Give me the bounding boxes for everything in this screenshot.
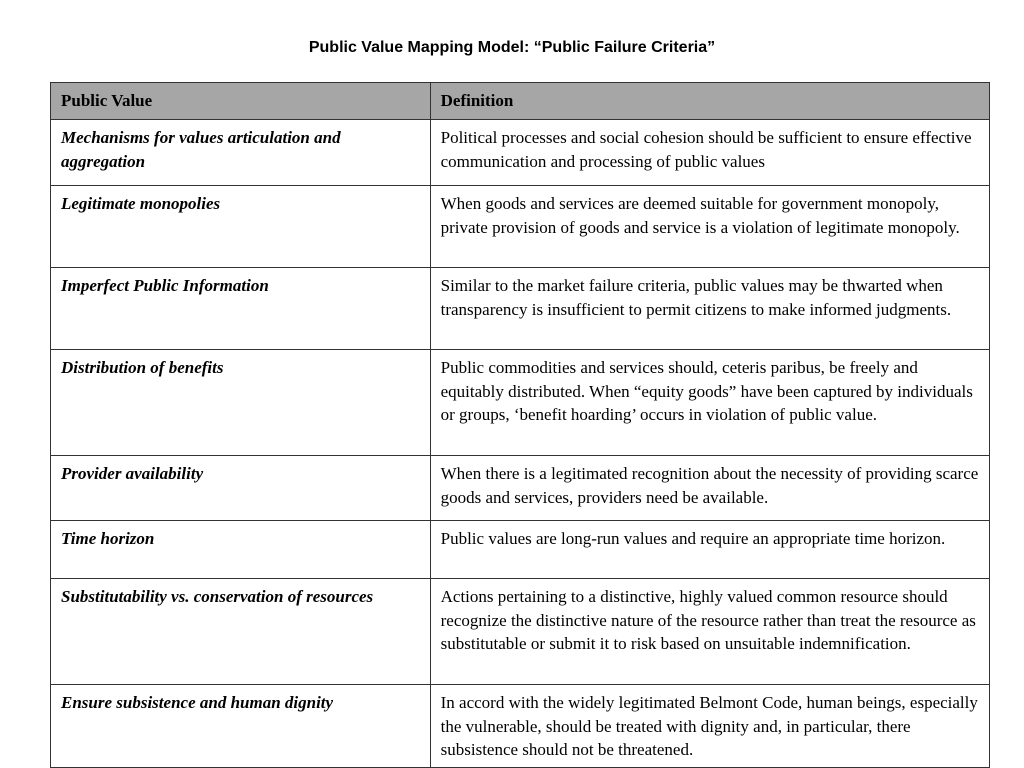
table-row xyxy=(51,456,990,521)
definition-cell: When goods and services are deemed suitable for government monopoly, private provision of goods and service is a violation of legitimate monopoly. xyxy=(430,186,989,268)
definition-cell: In accord with the widely legitimated Belmont Code, human beings, especially the vulnerable, should be treated with dignity and, in particular, there subsistence should not be threatened. xyxy=(430,685,989,768)
definition-cell: Public values are long-run values and require an appropriate time horizon. xyxy=(430,521,989,579)
public-value-cell: Substitutability vs. conservation of resources xyxy=(51,579,431,685)
definition-cell: Public commodities and services should, ceteris paribus, be freely and equitably distributed. When “equity goods” have been captured by individuals or groups, ‘benefit hoarding’ occurs in violation of public value. xyxy=(430,350,989,456)
table-row xyxy=(51,268,990,350)
public-value-cell: Ensure subsistence and human dignity xyxy=(51,685,431,768)
public-value-cell: Mechanisms for values articulation and aggregation xyxy=(51,120,431,186)
definition-cell: Actions pertaining to a distinctive, highly valued common resource should recognize the distinctive nature of the resource rather than treat the resource as substitutable or submit it to risk based on unsuitable indemnification. xyxy=(430,579,989,685)
table-row xyxy=(51,120,990,186)
definition-cell: Political processes and social cohesion should be sufficient to ensure effective communication and processing of public values xyxy=(430,120,989,186)
table-row xyxy=(51,685,990,768)
public-value-cell: Time horizon xyxy=(51,521,431,579)
public-value-cell: Distribution of benefits xyxy=(51,350,431,456)
table-header-row xyxy=(51,83,990,120)
definition-cell: When there is a legitimated recognition about the necessity of providing scarce goods and services, providers need be available. xyxy=(430,456,989,521)
public-value-cell: Provider availability xyxy=(51,456,431,521)
column-header-public-value: Public Value xyxy=(51,83,431,120)
column-header-definition: Definition xyxy=(430,83,989,120)
table-row xyxy=(51,350,990,456)
table-row xyxy=(51,186,990,268)
table-row xyxy=(51,579,990,685)
criteria-table xyxy=(50,82,990,768)
table-row xyxy=(51,521,990,579)
page-title: Public Value Mapping Model: “Public Failure Criteria” xyxy=(308,39,716,56)
public-value-cell: Legitimate monopolies xyxy=(51,186,431,268)
definition-cell: Similar to the market failure criteria, public values may be thwarted when transparency is insufficient to permit citizens to make informed judgments. xyxy=(430,268,989,350)
public-value-cell: Imperfect Public Information xyxy=(51,268,431,350)
